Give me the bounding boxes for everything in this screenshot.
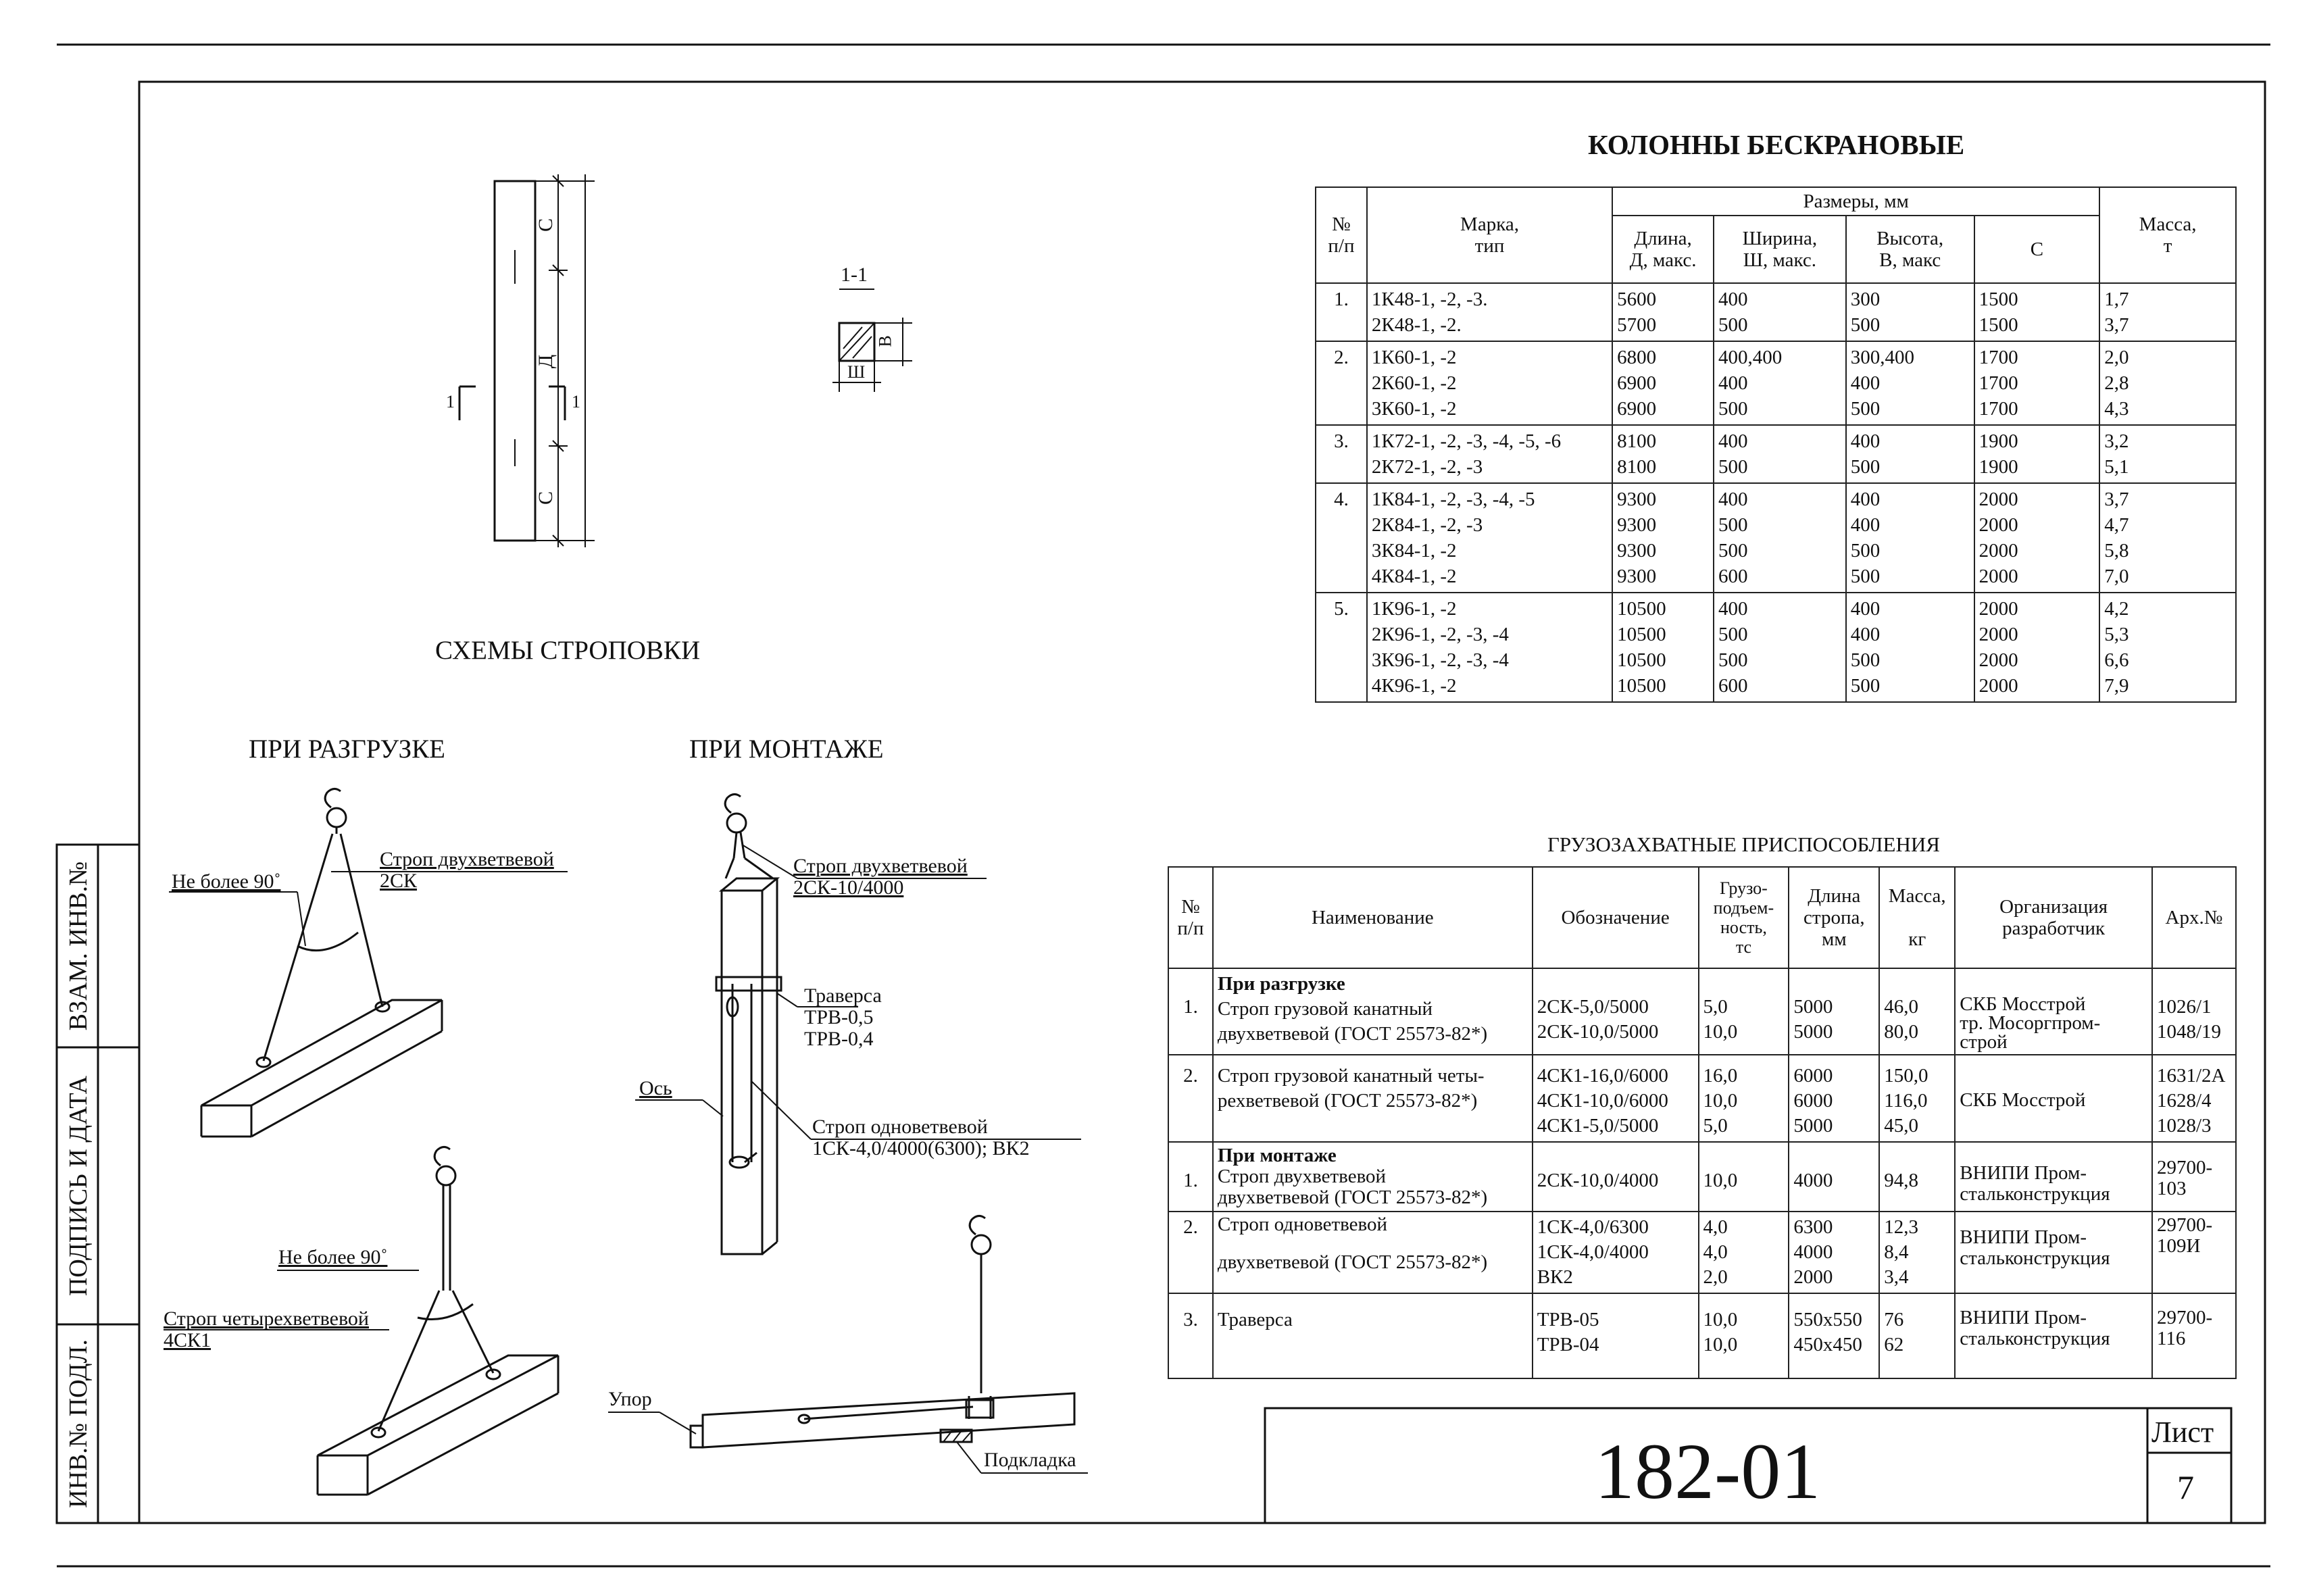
- dev-row-name: Строп двухветвевой двухветвевой (ГОСТ 25573-82*): [1217, 1166, 1488, 1208]
- dev-capacity-header: Грузо- подъем- ность, тс: [1699, 867, 1789, 968]
- row-num: 5.: [1316, 593, 1367, 702]
- row-width: 400 500: [1714, 283, 1846, 341]
- col-height-header: Высота, В, макс: [1846, 216, 1974, 283]
- row-mass: 3,2 5,1: [2099, 425, 2236, 483]
- dev-row-arch: 1631/2А 1628/4 1028/3: [2152, 1055, 2236, 1142]
- dev-row-name: Траверса: [1213, 1293, 1533, 1378]
- row-mass: 1,7 3,7: [2099, 283, 2236, 341]
- row-num: 4.: [1316, 483, 1367, 593]
- drawing-code: 182-01: [1595, 1427, 1821, 1516]
- column-elevation: [459, 174, 912, 547]
- dim-c-top: С: [534, 218, 557, 232]
- callout-angle-1: Не более 90˚: [172, 870, 281, 893]
- row-width: 400 500 500 600: [1714, 593, 1846, 702]
- dev-row-capacity: 10,0: [1699, 1142, 1789, 1212]
- dev-row-org: СКБ Мосстрой: [1955, 1055, 2152, 1142]
- row-mark: 1К84-1, -2, -3, -4, -5 2К84-1, -2, -3 3К84-1, -2 4К84-1, -2: [1367, 483, 1612, 593]
- row-c: 1500 1500: [1974, 283, 2100, 341]
- dev-row-arch: 29700- 116: [2152, 1293, 2236, 1378]
- callout-axis: Ось: [639, 1077, 672, 1099]
- dev-mass-header: Масса, кг: [1879, 867, 1955, 968]
- row-num: 1.: [1316, 283, 1367, 341]
- row-height: 400 500: [1846, 425, 1974, 483]
- callout-pad: Подкладка: [984, 1449, 1076, 1471]
- col-width-header: Ширина, Ш, макс.: [1714, 216, 1846, 283]
- columns-table: [1315, 186, 2237, 703]
- stamp-signature-date: ПОДПИСЬ И ДАТА: [64, 1075, 93, 1297]
- dev-row-designation: 4СК1-16,0/6000 4СК1-10,0/6000 4СК1-5,0/5000: [1533, 1055, 1699, 1142]
- dev-row-length: 6300 4000 2000: [1789, 1212, 1879, 1293]
- dev-row-num: 2.: [1168, 1212, 1213, 1293]
- row-num: 2.: [1316, 341, 1367, 425]
- row-mark: 1К48-1, -2, -3. 2К48-1, -2.: [1367, 283, 1612, 341]
- row-width: 400 500: [1714, 425, 1846, 483]
- dev-section-label: При монтаже: [1217, 1145, 1337, 1166]
- dev-row-num: 3.: [1168, 1293, 1213, 1378]
- main-title: КОЛОННЫ БЕСКРАНОВЫЕ: [1588, 129, 1965, 160]
- row-height: 400 400 500 500: [1846, 593, 1974, 702]
- dev-row-length: 5000 5000: [1789, 968, 1879, 1055]
- table-row: [1168, 968, 2236, 1055]
- col-num-header: № п/п: [1316, 187, 1367, 283]
- unload-title: ПРИ РАЗГРУЗКЕ: [249, 734, 445, 764]
- row-mass: 2,0 2,8 4,3: [2099, 341, 2236, 425]
- mount-title: ПРИ МОНТАЖЕ: [689, 734, 884, 764]
- dev-row-arch: 29700- 103: [2152, 1142, 2236, 1212]
- dev-arch-header: Арх.№: [2152, 867, 2236, 968]
- section-mark-right: 1: [572, 392, 580, 412]
- dev-row-mass: 76 62: [1879, 1293, 1955, 1378]
- dev-row-name: Строп грузовой канатный четы- рехветвевой (ГОСТ 25573-82*): [1213, 1055, 1533, 1142]
- table-row: [1316, 283, 2236, 341]
- dev-row-mass: 150,0 116,0 45,0: [1879, 1055, 1955, 1142]
- sheet-label: Лист: [2151, 1416, 2214, 1449]
- table-row: [1316, 483, 2236, 593]
- dim-w: Ш: [847, 362, 866, 382]
- sling-schemes-title: СХЕМЫ СТРОПОВКИ: [435, 636, 701, 665]
- unload-two-leg-diagram: [169, 789, 568, 1137]
- dev-row-length: 6000 6000 5000: [1789, 1055, 1879, 1142]
- row-width: 400,400 400 500: [1714, 341, 1846, 425]
- row-c: 2000 2000 2000 2000: [1974, 483, 2100, 593]
- dim-c-bottom: С: [534, 491, 557, 505]
- row-height: 300,400 400 500: [1846, 341, 1974, 425]
- dev-row-mass: 94,8: [1879, 1142, 1955, 1212]
- devices-table: [1168, 866, 2237, 1379]
- table-row: [1168, 1055, 2236, 1142]
- row-length: 5600 5700: [1612, 283, 1714, 341]
- dev-section-label: При разгрузке: [1217, 973, 1345, 995]
- table-row: [1316, 425, 2236, 483]
- dev-row-designation: 2СК-5,0/5000 2СК-10,0/5000: [1533, 968, 1699, 1055]
- dev-row-arch: 1026/1 1048/19: [2152, 968, 2236, 1055]
- table-row: [1168, 1293, 2236, 1378]
- row-mark: 1К72-1, -2, -3, -4, -5, -6 2К72-1, -2, -3: [1367, 425, 1612, 483]
- dev-row-org: ВНИПИ Пром- стальконструкция: [1955, 1293, 2152, 1378]
- row-height: 300 500: [1846, 283, 1974, 341]
- dev-row-capacity: 16,0 10,0 5,0: [1699, 1055, 1789, 1142]
- dev-row-num: 1.: [1168, 1142, 1213, 1212]
- dev-row-org: СКБ Мосстрой тр. Мосоргпром- строй: [1955, 968, 2152, 1055]
- dev-name-header: Наименование: [1213, 867, 1533, 968]
- row-c: 1700 1700 1700: [1974, 341, 2100, 425]
- callout-unload-sling-2: Строп двухветвевой 2СК: [380, 848, 554, 892]
- mount-laid-diagram: [608, 1216, 1088, 1473]
- row-width: 400 500 500 600: [1714, 483, 1846, 593]
- row-length: 9300 9300 9300 9300: [1612, 483, 1714, 593]
- row-length: 10500 10500 10500 10500: [1612, 593, 1714, 702]
- dev-length-header: Длина стропа, мм: [1789, 867, 1879, 968]
- row-mass: 4,2 5,3 6,6 7,9: [2099, 593, 2236, 702]
- dev-row-designation: 2СК-10,0/4000: [1533, 1142, 1699, 1212]
- row-c: 2000 2000 2000 2000: [1974, 593, 2100, 702]
- row-mark: 1К96-1, -2 2К96-1, -2, -3, -4 3К96-1, -2, -3, -4 4К96-1, -2: [1367, 593, 1612, 702]
- dev-row-mass: 12,3 8,4 3,4: [1879, 1212, 1955, 1293]
- dev-row-designation: 1СК-4,0/6300 1СК-4,0/4000 ВК2: [1533, 1212, 1699, 1293]
- dev-row-capacity: 10,0 10,0: [1699, 1293, 1789, 1378]
- callout-angle-2: Не более 90˚: [278, 1246, 388, 1268]
- row-length: 8100 8100: [1612, 425, 1714, 483]
- stamp-original-inv: ИНВ.№ ПОДЛ.: [64, 1339, 93, 1508]
- devices-title: ГРУЗОЗАХВАТНЫЕ ПРИСПОСОБЛЕНИЯ: [1547, 832, 1940, 856]
- callout-mount-sling-2: Строп двухветвевой 2СК-10/4000: [793, 855, 968, 899]
- dev-row-num: 2.: [1168, 1055, 1213, 1142]
- dev-row-capacity: 4,0 4,0 2,0: [1699, 1212, 1789, 1293]
- dev-row-length: 4000: [1789, 1142, 1879, 1212]
- dev-row-mass: 46,0 80,0: [1879, 968, 1955, 1055]
- dev-row-name: Строп грузовой канатный двухветвевой (ГОСТ 25573-82*): [1217, 998, 1488, 1045]
- dev-org-header: Организация разработчик: [1955, 867, 2152, 968]
- dev-num-header: № п/п: [1168, 867, 1213, 968]
- callout-unload-sling-4: Строп четырехветвевой 4СК1: [164, 1307, 369, 1351]
- dev-row-designation: ТРВ-05 ТРВ-04: [1533, 1293, 1699, 1378]
- table-row: [1168, 1142, 2236, 1212]
- row-num: 3.: [1316, 425, 1367, 483]
- row-length: 6800 6900 6900: [1612, 341, 1714, 425]
- dev-row-org: ВНИПИ Пром- стальконструкция: [1955, 1212, 2152, 1293]
- callout-stop: Упор: [608, 1388, 652, 1410]
- table-row: [1168, 1212, 2236, 1293]
- dev-row-org: ВНИПИ Пром- стальконструкция: [1955, 1142, 2152, 1212]
- row-c: 1900 1900: [1974, 425, 2100, 483]
- col-c-header: С: [1974, 216, 2100, 283]
- dim-b: В: [875, 335, 895, 347]
- dev-row-name: Строп одноветвевой двухветвевой (ГОСТ 25573-82*): [1213, 1212, 1533, 1293]
- dev-row-capacity: 5,0 10,0: [1699, 968, 1789, 1055]
- row-height: 400 400 500 500: [1846, 483, 1974, 593]
- stamp-replace-inv: ВЗАМ. ИНВ.№: [64, 861, 93, 1031]
- row-mark: 1К60-1, -2 2К60-1, -2 3К60-1, -2: [1367, 341, 1612, 425]
- table-row: [1316, 341, 2236, 425]
- sheet-number: 7: [2177, 1468, 2194, 1506]
- dev-designation-header: Обозначение: [1533, 867, 1699, 968]
- col-sizes-header: Размеры, мм: [1612, 187, 2099, 216]
- col-length-header: Длина, Д, макс.: [1612, 216, 1714, 283]
- dev-row-arch: 29700- 109И: [2152, 1212, 2236, 1293]
- dev-row-length: 550х550 450х450: [1789, 1293, 1879, 1378]
- col-mass-header: Масса, т: [2099, 187, 2236, 283]
- dim-d: Д: [534, 354, 557, 369]
- table-row: [1316, 593, 2236, 702]
- callout-mount-sling-1: Строп одноветвевой 1СК-4,0/4000(6300); ВК2: [812, 1116, 1030, 1159]
- section-mark-left: 1: [446, 392, 455, 412]
- col-mark-header: Марка, тип: [1367, 187, 1612, 283]
- section-label: 1-1: [841, 264, 868, 286]
- row-mass: 3,7 4,7 5,8 7,0: [2099, 483, 2236, 593]
- callout-traverse: Траверса ТРВ-0,5 ТРВ-0,4: [804, 984, 882, 1050]
- dev-row-num: 1.: [1168, 968, 1213, 1055]
